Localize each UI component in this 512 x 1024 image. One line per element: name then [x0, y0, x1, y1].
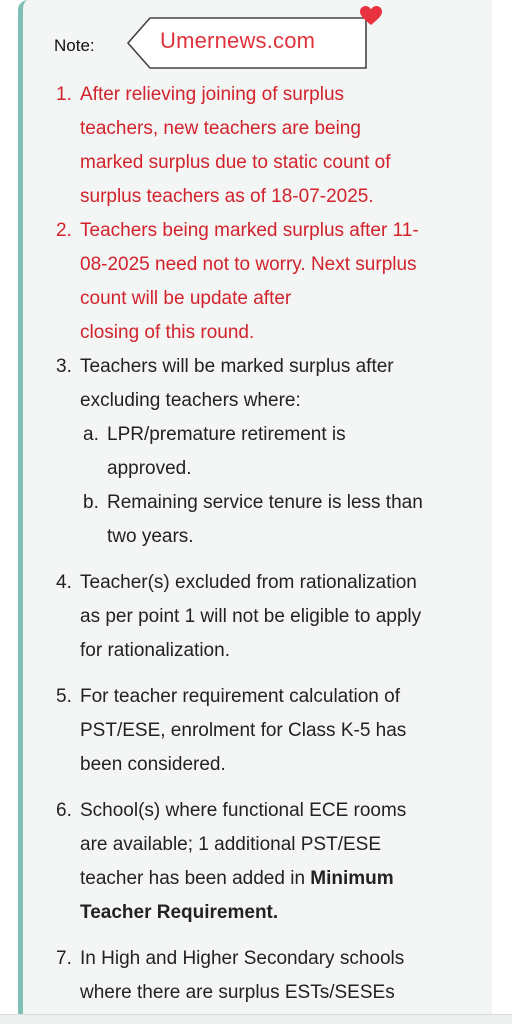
sub-list-item: [80, 418, 476, 486]
list-item: [56, 350, 476, 554]
list-item-number: 6.: [56, 800, 72, 821]
list-item-line: closing of this round.: [80, 322, 255, 343]
sub-list-item-letter: b.: [83, 492, 99, 513]
list-item-line: where there are surplus ESTs/SESEs: [80, 982, 395, 1003]
list-item-line: [80, 862, 476, 896]
sub-list-item-line: Remaining service tenure is less than: [107, 492, 423, 513]
list-item-number: 4.: [56, 572, 72, 593]
heart-icon: [360, 6, 382, 26]
list-item: [56, 78, 476, 214]
sub-list-item-line: LPR/premature retirement is: [107, 424, 346, 445]
list-item-number: 5.: [56, 686, 72, 707]
list-item-line: School(s) where functional ECE rooms: [80, 800, 407, 821]
list-item-line: excluding teachers where:: [80, 390, 301, 411]
sub-list-item-line: two years.: [107, 526, 194, 547]
list-item-line: PST/ESE, enrolment for Class K-5 has: [80, 720, 407, 741]
notes-list: [56, 78, 476, 1010]
list-item-line: Teacher(s) excluded from rationalization: [80, 572, 417, 593]
list-item-number: 7.: [56, 948, 72, 969]
list-item: [56, 214, 476, 350]
bottom-bar: [0, 1014, 512, 1024]
list-item-number: 3.: [56, 356, 72, 377]
list-item-number: 1.: [56, 84, 72, 105]
list-item-line: For teacher requirement calculation of: [80, 686, 400, 707]
list-item: [56, 794, 476, 930]
list-item-line: After relieving joining of surplus: [80, 84, 345, 105]
list-item-line: for rationalization.: [80, 640, 230, 661]
list-item-line: Teachers will be marked surplus after: [80, 356, 394, 377]
list-item-line: teachers, new teachers are being: [80, 118, 361, 139]
list-item-line: been considered.: [80, 754, 226, 775]
list-item-line: marked surplus due to static count of: [80, 152, 391, 173]
list-item: [56, 942, 476, 1010]
sub-list-item-line: approved.: [107, 458, 192, 479]
list-item-line: as per point 1 will not be eligible to apply: [80, 606, 422, 627]
list-item: [56, 680, 476, 782]
sub-list-item-letter: a.: [83, 424, 99, 445]
list-item-line: 08-2025 need not to worry. Next surplus: [80, 254, 417, 275]
watermark-badge: [124, 16, 370, 70]
list-item-number: 2.: [56, 220, 72, 241]
list-item: [56, 566, 476, 668]
list-item-line-text: teacher has been added in: [80, 868, 306, 889]
list-item-line: surplus teachers as of 18-07-2025.: [80, 186, 374, 207]
note-label: Note:: [54, 36, 95, 55]
list-item-line: count will be update after: [80, 288, 292, 309]
watermark-text: Umernews.com: [160, 28, 316, 53]
sub-list-item: [80, 486, 476, 554]
list-item-bold-text: Minimum: [310, 868, 394, 889]
list-item-bold-line: Teacher Requirement.: [80, 902, 279, 923]
list-item-line: are available; 1 additional PST/ESE: [80, 834, 382, 855]
list-item-line: In High and Higher Secondary schools: [80, 948, 405, 969]
list-item-line: Teachers being marked surplus after 11-: [80, 220, 419, 241]
